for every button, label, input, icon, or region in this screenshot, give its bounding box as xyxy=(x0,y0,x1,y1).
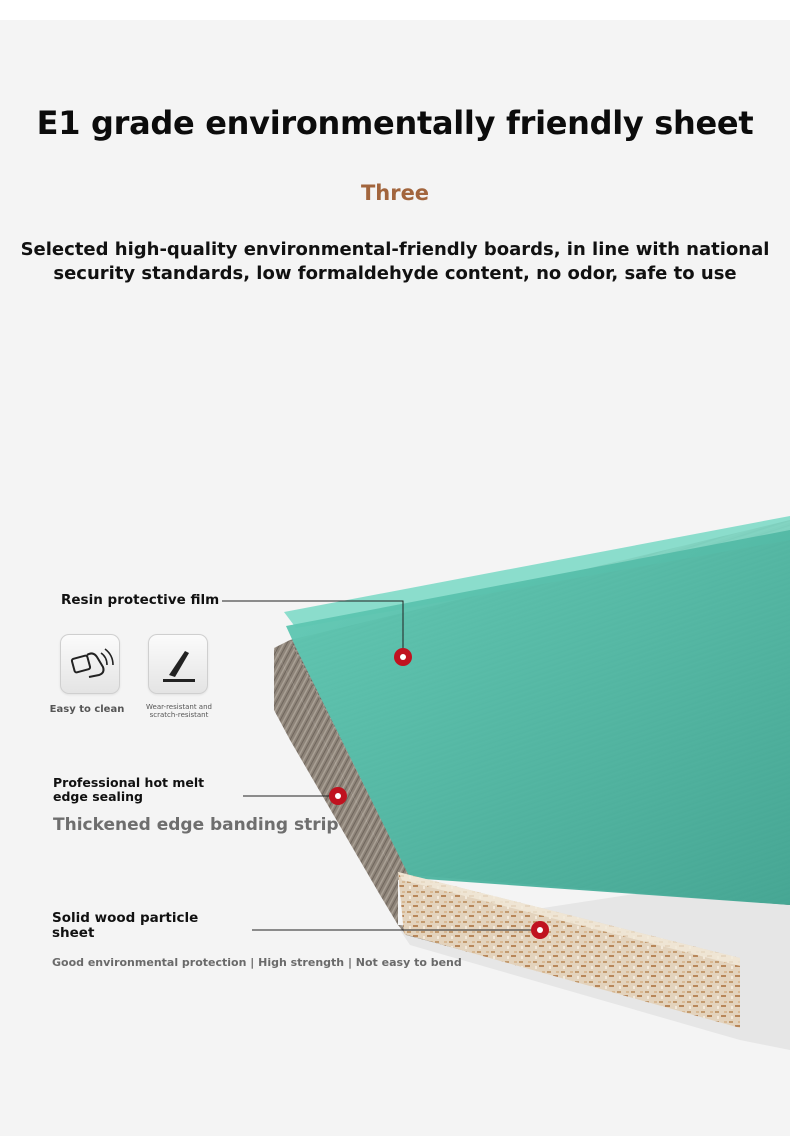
description-text: Selected high-quality environmental-friendly boards, in line with national security standards, low formaldehyde content, no odor, safe to use xyxy=(20,239,770,284)
solid-wood-label: Solid wood particle sheet xyxy=(52,910,199,941)
scratch-resistant-feature xyxy=(148,634,208,694)
scratch-blade-icon xyxy=(149,635,207,693)
edge-strip-label: Thickened edge banding strip xyxy=(53,815,339,835)
edge-sealing-marker xyxy=(329,787,347,805)
hand-wipe-icon xyxy=(61,635,119,693)
resin-film-label: Resin protective film xyxy=(61,592,220,608)
easy-clean-feature xyxy=(60,634,120,694)
resin-film-marker xyxy=(394,648,412,666)
section-number: Three xyxy=(360,181,430,205)
easy-clean-label: Easy to clean xyxy=(49,704,125,715)
page-title: E1 grade environmentally friendly sheet xyxy=(36,104,754,142)
scratch-resistant-label: Wear-resistant and scratch-resistant xyxy=(146,703,212,719)
solid-wood-features: Good environmental protection | High strength | Not easy to bend xyxy=(52,956,462,969)
solid-wood-marker xyxy=(531,921,549,939)
edge-sealing-label: Professional hot melt edge sealing xyxy=(53,775,205,804)
